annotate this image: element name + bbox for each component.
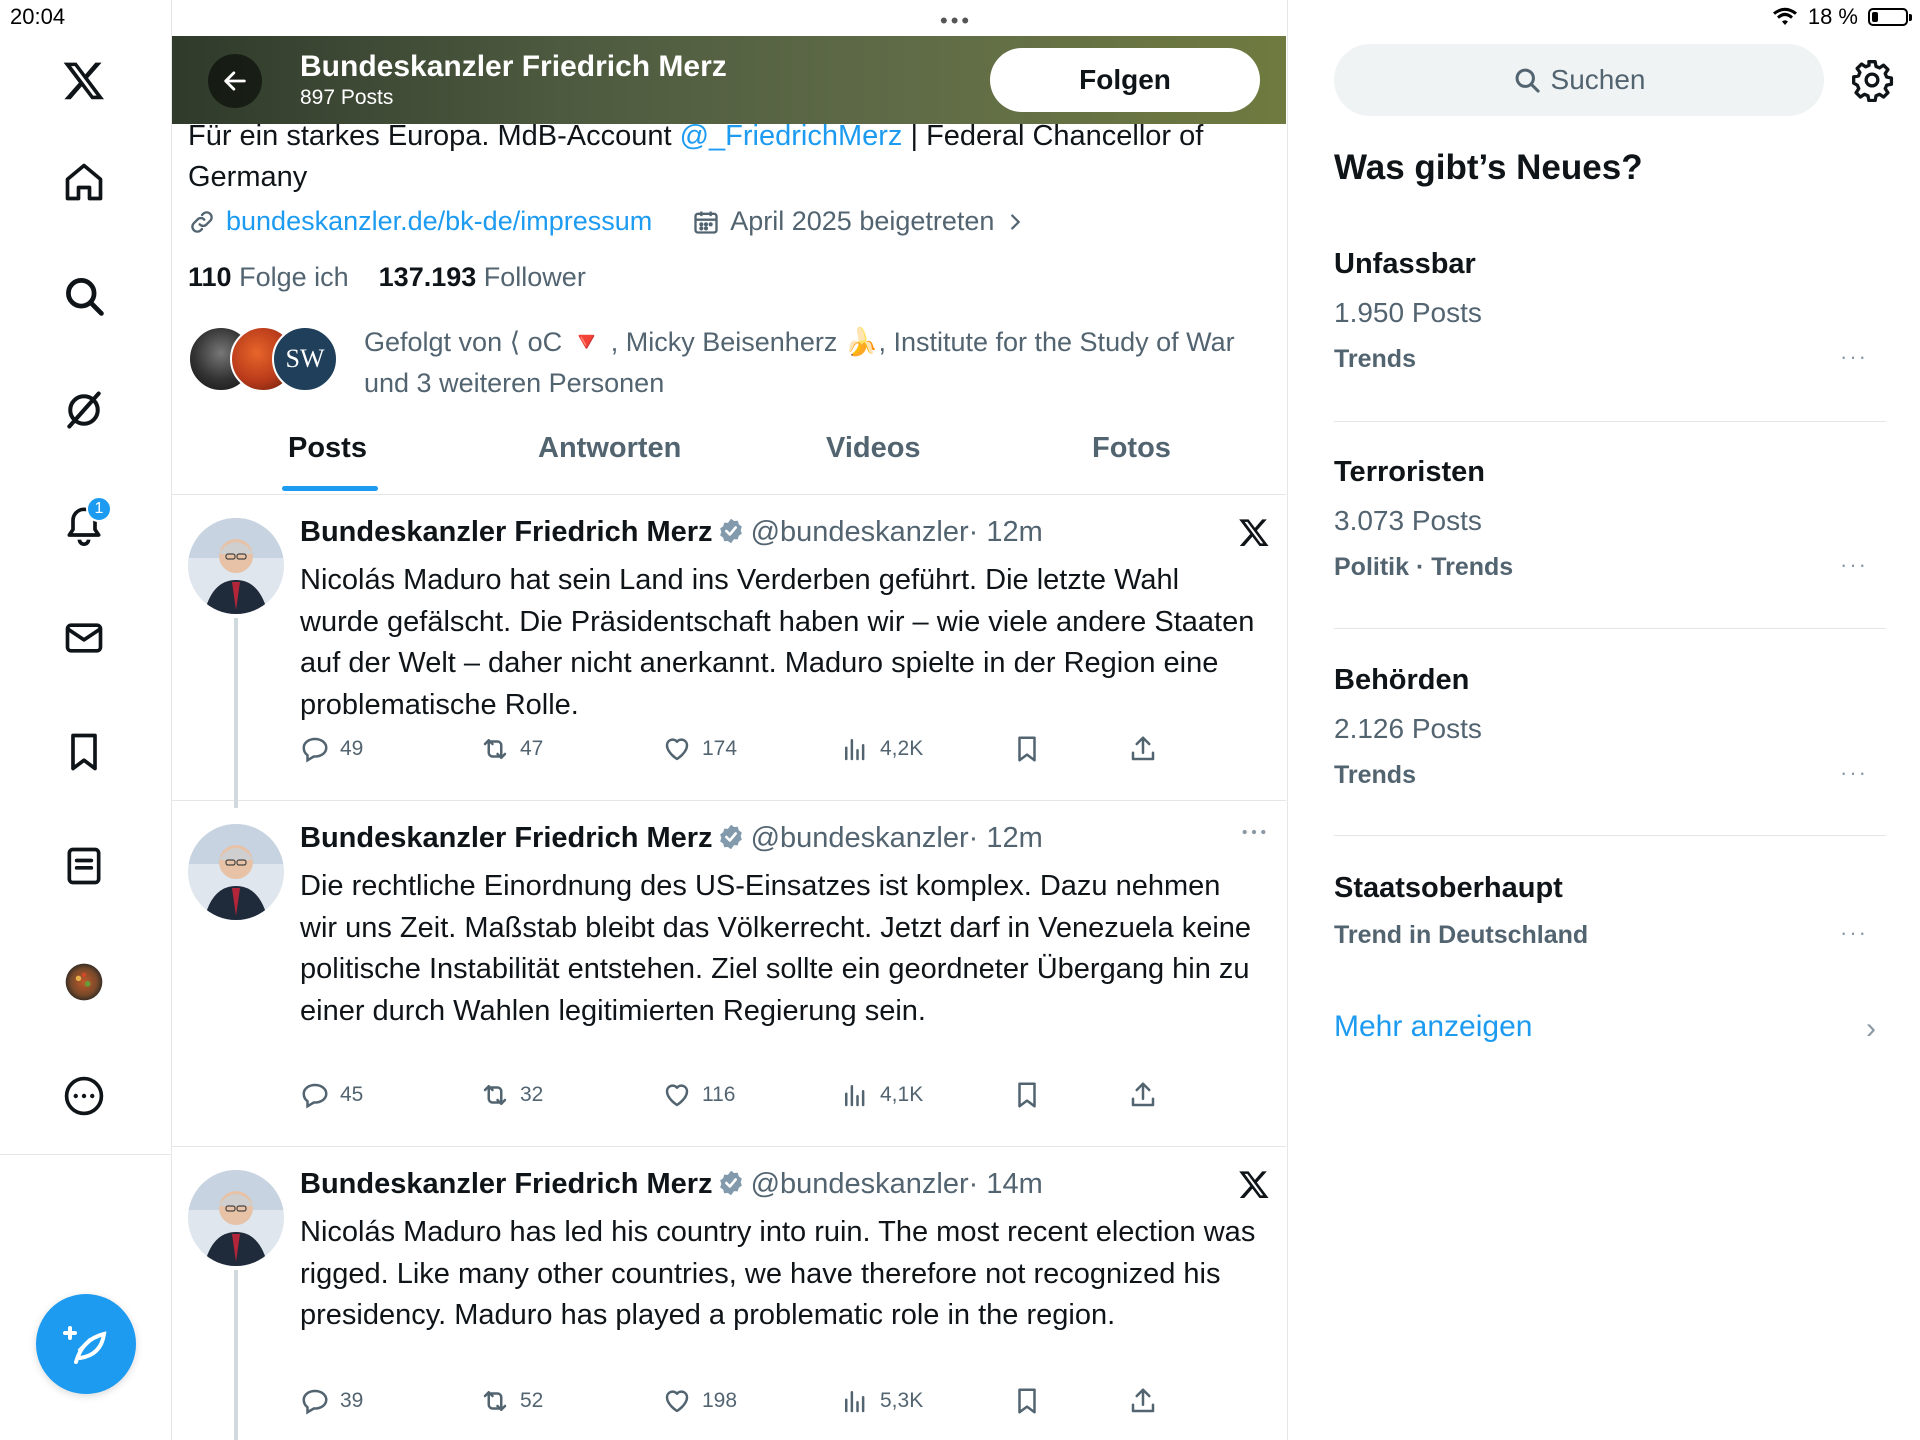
- repost-icon: [480, 734, 510, 764]
- trend-name: Behörden: [1334, 664, 1470, 696]
- repost-button[interactable]: [480, 1080, 543, 1110]
- bookmark-icon: [1012, 734, 1042, 764]
- tab-photos[interactable]: Fotos: [1092, 432, 1171, 464]
- mail-icon[interactable]: [56, 610, 112, 666]
- post-author-avatar[interactable]: [188, 518, 284, 614]
- reply-count: 45: [340, 1083, 364, 1106]
- status-right: [1772, 4, 1908, 30]
- thread-line: [234, 618, 238, 808]
- joined-date: April 2025 beigetreten: [730, 206, 995, 236]
- x-logo-icon[interactable]: [56, 52, 112, 108]
- author-name[interactable]: Bundeskanzler Friedrich Merz: [300, 1168, 713, 1200]
- left-nav: [0, 0, 172, 1440]
- chevron-right-icon: ›: [1866, 1012, 1876, 1045]
- trend-category: Trends: [1334, 345, 1416, 373]
- like-count: 174: [702, 737, 738, 760]
- trend-post-count: 2.126 Posts: [1334, 713, 1482, 744]
- reply-icon: [300, 1080, 330, 1110]
- share-button[interactable]: [1128, 1386, 1158, 1416]
- views-count: 4,2K: [880, 737, 924, 760]
- notifications-bell-icon[interactable]: [56, 496, 112, 552]
- followed-by-avatars[interactable]: [188, 326, 348, 396]
- follow-button[interactable]: Folgen: [990, 48, 1260, 112]
- main-column: [172, 0, 1288, 1440]
- share-icon: [1128, 1080, 1158, 1110]
- arrow-left-icon: [221, 67, 249, 95]
- repost-icon: [480, 1080, 510, 1110]
- x-logo-icon: [1238, 1168, 1270, 1205]
- post-actions: [300, 734, 1180, 774]
- bookmark-icon: [1012, 1386, 1042, 1416]
- tab-replies[interactable]: Antworten: [538, 432, 682, 464]
- bio-text: Für ein starkes Europa. MdB-Account: [188, 120, 680, 152]
- header-profile-name: Bundeskanzler Friedrich Merz: [300, 50, 727, 83]
- share-icon: [1128, 1386, 1158, 1416]
- author-name[interactable]: Bundeskanzler Friedrich Merz: [300, 516, 713, 548]
- trend-item[interactable]: [1334, 456, 1886, 582]
- views-chart-icon: [840, 1386, 870, 1416]
- nav-divider: [0, 1154, 172, 1155]
- share-button[interactable]: [1128, 734, 1158, 764]
- battery-icon: [1868, 8, 1908, 26]
- trend-divider: [1334, 628, 1886, 629]
- repost-count: 47: [520, 737, 544, 760]
- profile-avatar-icon[interactable]: [56, 954, 112, 1010]
- calendar-icon: [692, 208, 720, 236]
- back-button[interactable]: [208, 54, 262, 108]
- views-chart-icon: [840, 1080, 870, 1110]
- views-chart-icon: [840, 734, 870, 764]
- share-icon: [1128, 734, 1158, 764]
- repost-button[interactable]: [480, 734, 543, 764]
- x-logo-icon: [1238, 516, 1270, 553]
- post-actions: [300, 1386, 1180, 1426]
- notification-badge: 1: [86, 496, 112, 522]
- trend-more-options[interactable]: ···: [1840, 920, 1868, 945]
- share-button[interactable]: [1128, 1080, 1158, 1110]
- views-button[interactable]: [840, 734, 923, 764]
- compose-post-button[interactable]: [36, 1294, 136, 1394]
- settings-gear-icon[interactable]: [1850, 58, 1894, 102]
- trend-category: Trend in Deutschland: [1334, 921, 1589, 949]
- heart-icon: [662, 734, 692, 764]
- link-icon: [188, 208, 216, 236]
- trend-divider: [1334, 421, 1886, 422]
- trend-name: Unfassbar: [1334, 248, 1476, 280]
- verified-badge-icon: [717, 823, 745, 851]
- reply-icon: [300, 1386, 330, 1416]
- post-author-avatar[interactable]: [188, 824, 284, 920]
- trend-category: Trends: [1334, 761, 1416, 789]
- post-actions: [300, 1080, 1180, 1120]
- thread-line: [234, 1270, 238, 1440]
- bio-text-end: | Federal Chancellor of Germany: [188, 120, 1204, 193]
- repost-button[interactable]: [480, 1386, 543, 1416]
- bookmark-button[interactable]: [1012, 1080, 1042, 1110]
- reply-count: 49: [340, 737, 364, 760]
- trend-item[interactable]: [1334, 248, 1886, 374]
- like-button[interactable]: [662, 734, 737, 764]
- following-count: 110: [188, 262, 232, 292]
- header-posts-count: 897 Posts: [300, 86, 394, 109]
- followed-by-line-2: und 3 weiteren Personen: [364, 368, 665, 398]
- author-handle[interactable]: @bundeskanzler: [750, 1168, 969, 1200]
- tab-posts[interactable]: Posts: [288, 432, 367, 464]
- followers-count: 137.193: [378, 262, 477, 292]
- battery-percent: 18 %: [1807, 4, 1858, 29]
- bookmark-icon[interactable]: [56, 724, 112, 780]
- trend-divider: [1334, 835, 1886, 836]
- post-time: · 12m: [968, 516, 1043, 548]
- trend-item[interactable]: [1334, 872, 1886, 950]
- trend-name: Terroristen: [1334, 456, 1485, 488]
- follower-avatar-3: SW: [272, 326, 338, 392]
- trend-name: Staatsoberhaupt: [1334, 872, 1563, 904]
- views-button[interactable]: [840, 1080, 923, 1110]
- home-icon[interactable]: [56, 154, 112, 210]
- followed-by-text[interactable]: [364, 322, 1264, 404]
- reply-button[interactable]: [300, 1080, 363, 1110]
- compose-feather-icon: [62, 1320, 110, 1368]
- post-author-avatar[interactable]: [188, 1170, 284, 1266]
- bio-mention-link[interactable]: @_FriedrichMerz: [679, 120, 903, 152]
- trend-category: Politik · Trends: [1334, 553, 1514, 581]
- repost-count: 52: [520, 1389, 544, 1412]
- post-item[interactable]: [172, 800, 1286, 1147]
- views-count: 5,3K: [880, 1389, 924, 1412]
- lists-icon[interactable]: [56, 838, 112, 894]
- repost-icon: [480, 1386, 510, 1416]
- trend-post-count: 1.950 Posts: [1334, 297, 1482, 328]
- profile-bio: [188, 116, 1248, 198]
- followers-label: Follower: [483, 262, 586, 292]
- heart-icon: [662, 1386, 692, 1416]
- post-text: Die rechtliche Einordnung des US-Einsatzes ist komplex. Dazu nehmen wir uns Zeit. Maßstab bleibt das Völkerrecht. Jetzt darf in Venezuela keine politische Instabilität entstehen. Ziel sollte ein geordneter Übergang hin zu einer durch Wahlen legitimierten Regierung sein.: [300, 870, 1252, 1027]
- post-header: [300, 1168, 1043, 1201]
- more-circle-icon[interactable]: [56, 1068, 112, 1124]
- post-text: Nicolás Maduro hat sein Land ins Verderben geführt. Die letzte Wahl wurde gefälscht. Die Präsidentschaft haben wir – wie viele andere Staaten auf der Welt – daher nicht anerkannt. Maduro spielte in der Region eine problematische Rolle.: [300, 564, 1255, 721]
- trend-more-options[interactable]: ···: [1840, 344, 1868, 369]
- show-more-link[interactable]: Mehr anzeigen: [1334, 1010, 1533, 1043]
- bookmark-button[interactable]: [1012, 1386, 1042, 1416]
- wifi-icon: [1772, 7, 1798, 27]
- post-time: · 14m: [968, 1168, 1043, 1200]
- followed-by-line-1: Gefolgt von ⟨ oC 🔻 , Micky Beisenherz 🍌, Institute for the Study of War: [364, 327, 1235, 357]
- search-icon[interactable]: [56, 268, 112, 324]
- multitask-dots[interactable]: •••: [940, 8, 973, 33]
- reply-icon: [300, 734, 330, 764]
- like-count: 116: [702, 1083, 736, 1106]
- reply-count: 39: [340, 1389, 364, 1412]
- views-button[interactable]: [840, 1386, 923, 1416]
- repost-count: 32: [520, 1083, 544, 1106]
- followers-link[interactable]: [379, 262, 586, 292]
- search-placeholder: Suchen: [1550, 64, 1646, 95]
- trend-post-count: 3.073 Posts: [1334, 505, 1482, 536]
- author-handle[interactable]: @bundeskanzler: [750, 822, 969, 854]
- profile-tabs: [172, 420, 1286, 495]
- post-time: · 12m: [968, 822, 1043, 854]
- reply-button[interactable]: [300, 1386, 363, 1416]
- following-link[interactable]: [188, 262, 349, 292]
- website-link[interactable]: bundeskanzler.de/bk-de/impressum: [226, 206, 653, 236]
- verified-badge-icon: [717, 517, 745, 545]
- post-item[interactable]: [172, 494, 1286, 801]
- like-count: 198: [702, 1389, 738, 1412]
- bookmark-icon: [1012, 1080, 1042, 1110]
- active-tab-indicator: [282, 486, 378, 491]
- follow-counts: [188, 262, 586, 293]
- post-item[interactable]: [172, 1146, 1286, 1440]
- views-count: 4,1K: [880, 1083, 924, 1106]
- like-button[interactable]: [662, 1080, 735, 1110]
- trend-item[interactable]: [1334, 664, 1886, 790]
- grok-icon[interactable]: [56, 382, 112, 438]
- profile-meta-row: [188, 206, 1026, 237]
- trend-more-options[interactable]: ···: [1840, 760, 1868, 785]
- post-header: [300, 822, 1043, 855]
- search-icon: [1513, 66, 1541, 94]
- author-handle[interactable]: @bundeskanzler: [750, 516, 969, 548]
- tab-videos[interactable]: Videos: [826, 432, 921, 464]
- author-name[interactable]: Bundeskanzler Friedrich Merz: [300, 822, 713, 854]
- chevron-right-icon[interactable]: [1004, 211, 1026, 233]
- heart-icon: [662, 1080, 692, 1110]
- search-input[interactable]: [1334, 44, 1824, 116]
- post-header: [300, 516, 1043, 549]
- bookmark-button[interactable]: [1012, 734, 1042, 764]
- post-text: Nicolás Maduro has led his country into ruin. The most recent election was rigged. Like many other countries, we have therefore not recognized his presidency. Maduro has played a problematic role in the region.: [300, 1216, 1256, 1331]
- trends-title: Was gibt’s Neues?: [1334, 148, 1643, 187]
- trend-more-options[interactable]: ···: [1840, 552, 1868, 577]
- profile-header-bar: [172, 36, 1286, 124]
- following-label: Folge ich: [239, 262, 349, 292]
- reply-button[interactable]: [300, 734, 363, 764]
- like-button[interactable]: [662, 1386, 737, 1416]
- more-options-icon[interactable]: [1238, 816, 1270, 853]
- verified-badge-icon: [717, 1169, 745, 1197]
- status-time: 20:04: [10, 4, 66, 29]
